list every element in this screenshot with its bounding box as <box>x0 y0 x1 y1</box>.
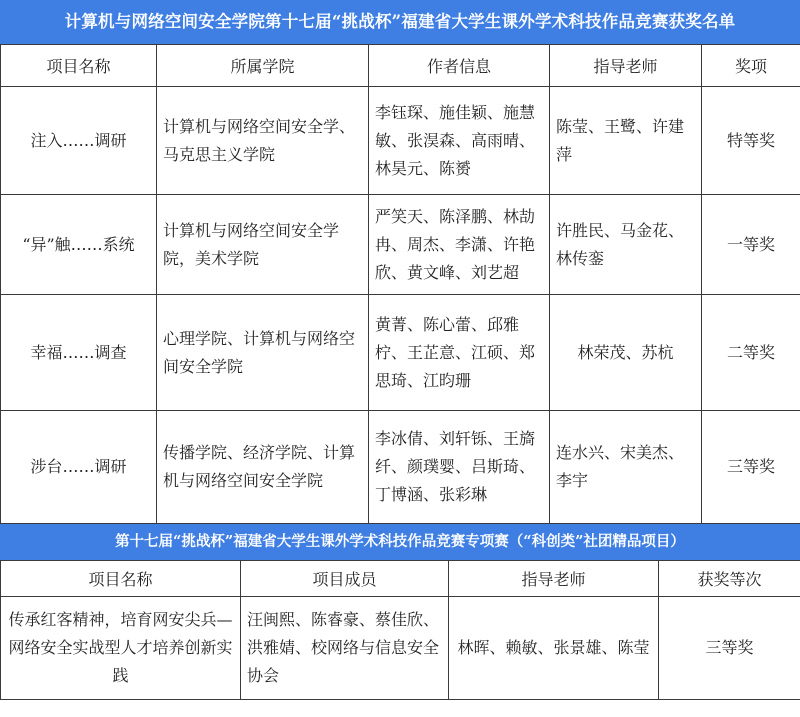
cell-college: 计算机与网络空间安全学院，美术学院 <box>157 195 369 295</box>
header-award: 奖项 <box>702 45 800 87</box>
cell-advisors: 陈莹、王鹭、许建萍 <box>550 87 702 195</box>
cell-project: 涉台……调研 <box>1 411 157 524</box>
cell-authors: 黄菁、陈心蕾、邱雅柠、王芷意、江硕、郑思琦、江昀珊 <box>369 295 550 411</box>
header-project-name: 项目名称 <box>1 561 241 597</box>
cell-authors: 李冰倩、刘轩铄、王旖纤、颜璞婴、吕斯琦、丁博涵、张彩琳 <box>369 411 550 524</box>
header-college: 所属学院 <box>157 45 369 87</box>
cell-award: 三等奖 <box>659 597 800 700</box>
cell-award: 三等奖 <box>702 411 800 524</box>
cell-members: 汪闽熙、陈睿豪、蔡佳欣、洪雅婧、校网络与信息安全协会 <box>241 597 449 700</box>
cell-advisors: 许胜民、马金花、林传銮 <box>550 195 702 295</box>
table-header-row <box>1 561 800 597</box>
header-advisors: 指导老师 <box>449 561 659 597</box>
awards-table <box>0 44 800 524</box>
cell-project: 幸福……调查 <box>1 295 157 411</box>
cell-advisors: 林晖、赖敏、张景雄、陈莹 <box>449 597 659 700</box>
cell-award: 二等奖 <box>702 295 800 411</box>
special-awards-table <box>0 560 800 700</box>
cell-project: “异”触……系统 <box>1 195 157 295</box>
cell-college: 计算机与网络空间安全学、马克思主义学院 <box>157 87 369 195</box>
main-table-title: 计算机与网络空间安全学院第十七届“挑战杯”福建省大学生课外学术科技作品竞赛获奖名单 <box>0 0 800 44</box>
header-members: 项目成员 <box>241 561 449 597</box>
header-project-name: 项目名称 <box>1 45 157 87</box>
table-header-row <box>1 45 800 87</box>
cell-award: 一等奖 <box>702 195 800 295</box>
cell-award: 特等奖 <box>702 87 800 195</box>
table-row <box>1 195 800 295</box>
cell-college: 传播学院、经济学院、计算机与网络空间安全学院 <box>157 411 369 524</box>
cell-college: 心理学院、计算机与网络空间安全学院 <box>157 295 369 411</box>
table-row <box>1 411 800 524</box>
cell-authors: 李钰琛、施佳颖、施慧敏、张淏森、高雨晴、林昊元、陈赟 <box>369 87 550 195</box>
special-table-title: 第十七届“挑战杯”福建省大学生课外学术科技作品竞赛专项赛（“科创类”社团精品项目） <box>0 524 800 560</box>
table-row <box>1 597 800 700</box>
cell-authors: 严笑天、陈泽鹏、林劼冉、周杰、李潇、许艳欣、黄文峰、刘艺超 <box>369 195 550 295</box>
cell-project: 传承红客精神，培育网安尖兵—网络安全实战型人才培养创新实践 <box>1 597 241 700</box>
header-authors: 作者信息 <box>369 45 550 87</box>
cell-advisors: 林荣茂、苏杭 <box>550 295 702 411</box>
cell-advisors: 连水兴、宋美杰、李宇 <box>550 411 702 524</box>
header-award-level: 获奖等次 <box>659 561 800 597</box>
header-advisors: 指导老师 <box>550 45 702 87</box>
table-row <box>1 295 800 411</box>
cell-project: 注入……调研 <box>1 87 157 195</box>
table-row <box>1 87 800 195</box>
